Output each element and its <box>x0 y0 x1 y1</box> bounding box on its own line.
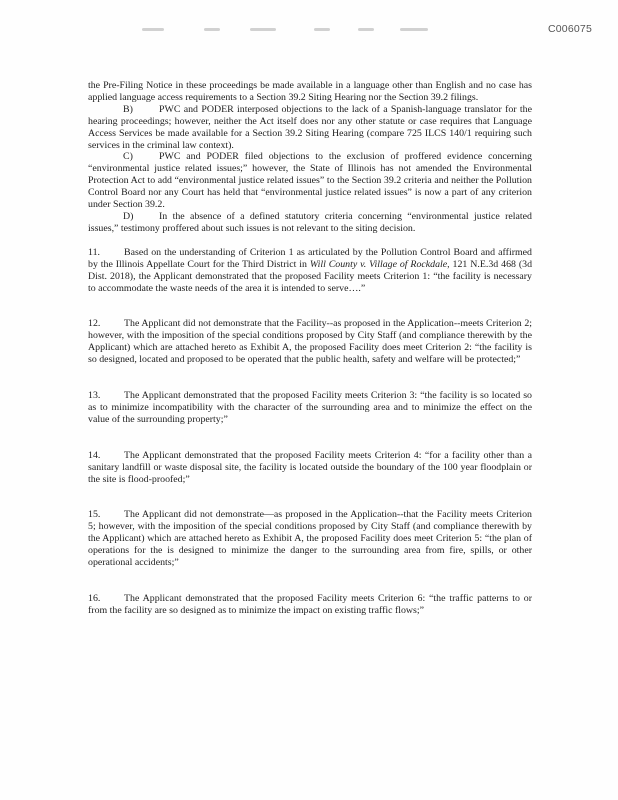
scan-artifact <box>204 28 220 31</box>
paragraph-number: 11. <box>88 246 100 258</box>
numbered-paragraph-13 <box>88 390 532 426</box>
scan-artifact <box>400 28 428 31</box>
case-citation: Will County v. Village of Rockdale <box>309 258 448 270</box>
sub-item-label: D) <box>123 210 134 222</box>
paragraph-number: 12. <box>88 318 101 330</box>
scan-artifact <box>314 28 330 31</box>
numbered-paragraph-11 <box>88 247 532 295</box>
paragraph-text: Based on the understanding of Criterion 1 as articulated by the Pollution Control Board and affirmed by the Illinois Appellate Court for the Third District in <box>88 246 532 270</box>
sub-item-text: PWC and PODER interposed objections to the lack of a Spanish-language translator for the hearing proceedings; however, neither the Act itself does nor any other statute or case requires that Language Access Services be made available for a Section 39.2 Siting Hearing (compare 725 ILCS 140/1 requiring such services in the criminal law context). <box>88 103 532 151</box>
paragraph-text: The Applicant demonstrated that the proposed Facility meets Criterion 4: “for a facility other than a sanitary landfill or waste disposal site, the facility is located outside the boundary of the 100 year floodplain or the site is flood-proofed;” <box>88 449 532 485</box>
numbered-paragraph-16 <box>88 593 532 617</box>
paragraph-text: , 121 N.E.3d 468 (3d Dist. 2018), the Applicant demonstrated that the proposed Facility meets Criterion 1: “the facility is necessary to accommodate the waste needs of the area it is intended to serve….” <box>88 258 533 294</box>
paragraph-number: 16. <box>88 593 101 604</box>
scan-artifact <box>142 28 164 31</box>
paragraph-text: The Applicant demonstrated that the proposed Facility meets Criterion 6: “the traffic patterns to or from the facility are so designed as to minimize the impact on existing traffic flows;” <box>88 593 532 616</box>
scan-artifact <box>250 28 276 31</box>
sub-item-label: B) <box>123 103 133 115</box>
paragraph-text: The Applicant did not demonstrate—as proposed in the Application--that the Facility meets Criterion 5; however, with the imposition of the special conditions proposed by City Staff (and compliance therewith by the Applicant) which are attached hereto as Exhibit A, the proposed Facility does meet Criterion 5: “the plan of operations for the is designed to minimize the danger to the surrounding area from fire, spills, or other operational accidents;” <box>88 509 532 569</box>
sub-item-label: C) <box>123 151 133 163</box>
bates-number: C006075 <box>547 23 592 35</box>
paragraph-number: 14. <box>88 449 101 461</box>
document-body <box>88 80 532 617</box>
sub-item-text: PWC and PODER filed objections to the exclusion of proffered evidence concerning “environmental justice related issues;” however, the State of Illinois has not amended the Environmental Protection Act to add “environmental justice related issues” to the Section 39.2 criteria and neither the Pollution Control Board nor any Court has held that “environmental justice related issues” is now a part of any criterion under Section 39.2. <box>88 151 532 211</box>
numbered-paragraph-15 <box>88 509 532 569</box>
scan-header <box>0 0 618 40</box>
scan-artifact <box>358 28 374 31</box>
paragraph-number: 13. <box>88 390 101 402</box>
opening-paragraph: the Pre-Filing Notice in these proceedings be made available in a language other than English and no case has applied language access requirements to a Section 39.2 Siting Hearing nor the Section 39.2 filings. <box>88 80 532 103</box>
numbered-paragraph-12 <box>88 318 532 366</box>
paragraph-text: The Applicant demonstrated that the proposed Facility meets Criterion 3: “the facility is so located so as to minimize incompatibility with the character of the surrounding area and to minimize the effect on the value of the surrounding property;” <box>88 390 532 425</box>
numbered-paragraph-14 <box>88 450 532 486</box>
sub-item-d <box>88 211 532 235</box>
paragraph-number: 15. <box>88 509 101 521</box>
sub-item-c <box>88 151 532 211</box>
sub-item-b <box>88 104 532 152</box>
paragraph-text: The Applicant did not demonstrate that the Facility--as proposed in the Application--meets Criterion 2; however, with the imposition of the special conditions proposed by City Staff (and compliance therewith by the Applicant) which are attached hereto as Exhibit A, the proposed Facility does meet Criterion 2: “the facility is so designed, located and proposed to be operated that the public health, safety and welfare will be protected;” <box>88 318 532 366</box>
sub-item-text: In the absence of a defined statutory criteria concerning “environmental justice related issues,” testimony proffered about such issues is not relevant to the siting decision. <box>88 210 532 234</box>
